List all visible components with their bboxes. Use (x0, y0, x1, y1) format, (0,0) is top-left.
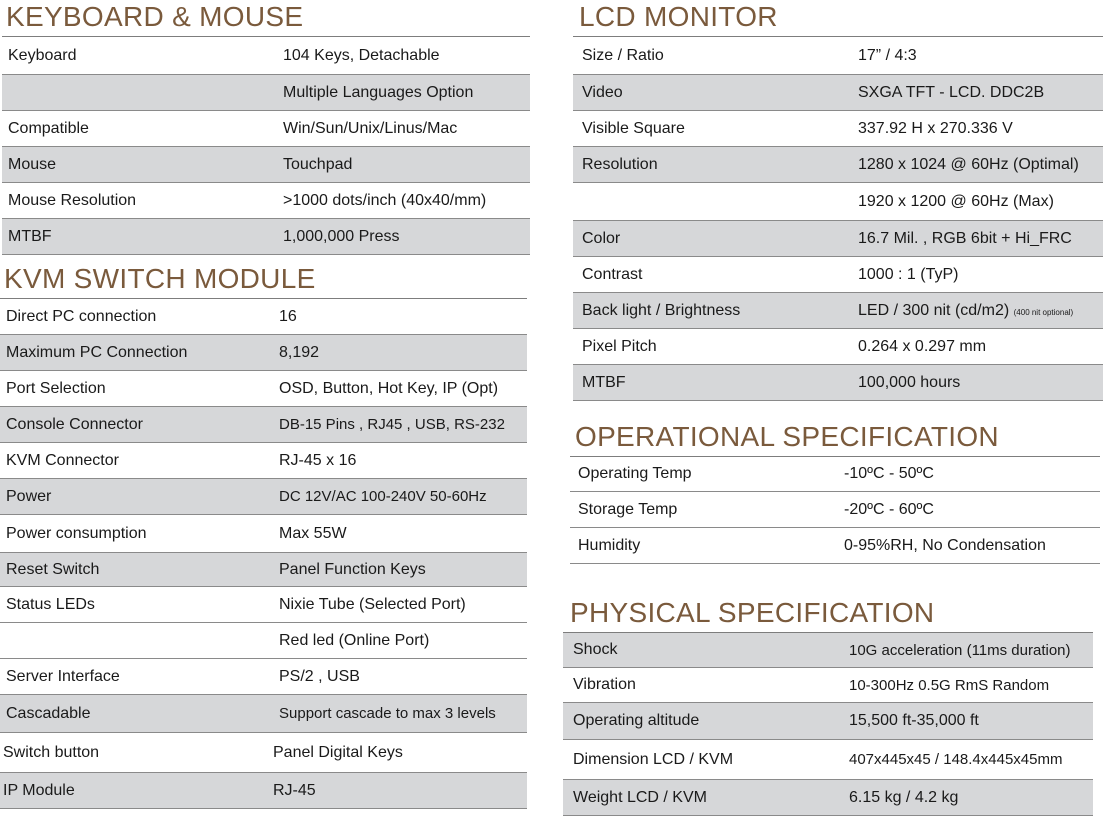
row-label: Operating Temp (578, 465, 692, 482)
row-value: 104 Keys, Detachable (283, 46, 440, 64)
table-row (570, 457, 1100, 492)
row-label: IP Module (3, 781, 75, 799)
row-label: Port Selection (6, 379, 106, 397)
table-row (563, 633, 1093, 668)
table-row (0, 659, 527, 695)
table-row (573, 257, 1103, 293)
table-row (2, 219, 530, 255)
row-value: PS/2 , USB (279, 667, 360, 685)
table-row (563, 668, 1093, 703)
row-value: -20ºC - 60ºC (844, 500, 934, 518)
operational-table (570, 456, 1100, 564)
row-value (858, 302, 1103, 320)
table-row (0, 479, 527, 515)
row-value: Support cascade to max 3 levels (279, 705, 496, 722)
row-label: Vibration (573, 676, 636, 693)
table-row (573, 221, 1103, 257)
row-label: Mouse (8, 155, 57, 173)
lcd-monitor-section (573, 2, 1103, 401)
table-row (573, 293, 1103, 329)
table-row (0, 553, 527, 587)
row-label: Console Connector (6, 415, 143, 433)
row-label: Cascadable (6, 704, 91, 722)
row-value: 1000 : 1 (TyP) (858, 265, 959, 283)
row-label: Size / Ratio (582, 46, 664, 64)
table-row (573, 329, 1103, 365)
row-value: RJ-45 (273, 781, 316, 799)
row-label: Shock (573, 641, 618, 658)
lcd-monitor-title: LCD MONITOR (579, 1, 778, 32)
table-row (573, 147, 1103, 183)
row-label: Video (582, 83, 623, 101)
row-value: 407x445x45 / 148.4x445x45mm (849, 751, 1063, 768)
keyboard-mouse-section (2, 2, 530, 255)
brightness-note: (400 nit optional) (1013, 307, 1074, 317)
row-value: Touchpad (283, 155, 353, 173)
row-value: Multiple Languages Option (283, 83, 474, 101)
row-label: Keyboard (8, 46, 77, 64)
physical-title: PHYSICAL SPECIFICATION (570, 597, 935, 628)
row-value: 0.264 x 0.297 mm (858, 337, 987, 355)
table-row (2, 111, 530, 147)
row-value: SXGA TFT - LCD. DDC2B (858, 83, 1045, 101)
row-value: Red led (Online Port) (279, 631, 430, 649)
table-row (570, 528, 1100, 564)
row-value: DB-15 Pins , RJ45 , USB, RS-232 (279, 416, 505, 433)
row-value: 8,192 (279, 343, 320, 361)
row-value: DC 12V/AC 100-240V 50-60Hz (279, 488, 487, 505)
row-value: 15,500 ft-35,000 ft (849, 712, 979, 729)
row-value: 17” / 4:3 (858, 46, 917, 64)
row-value: 16.7 Mil. , RGB 6bit + Hi_FRC (858, 229, 1072, 247)
row-label: Visible Square (582, 119, 685, 137)
row-label: Direct PC connection (6, 307, 157, 325)
row-label: MTBF (8, 227, 52, 245)
table-row (0, 335, 527, 371)
table-row (563, 780, 1093, 816)
table-row (573, 37, 1103, 75)
row-label: Contrast (582, 265, 643, 283)
row-label: MTBF (582, 373, 626, 391)
row-label: Operating altitude (573, 712, 700, 729)
table-row (0, 371, 527, 407)
lcd-monitor-table (573, 36, 1103, 401)
keyboard-mouse-title: KEYBOARD & MOUSE (6, 1, 304, 32)
table-row (0, 515, 527, 553)
row-label: Weight LCD / KVM (573, 788, 707, 806)
table-row (563, 703, 1093, 740)
row-label: Status LEDs (6, 595, 95, 613)
row-label: Dimension LCD / KVM (573, 750, 734, 768)
row-label: Reset Switch (6, 560, 100, 578)
row-label: Back light / Brightness (582, 301, 741, 319)
table-row (0, 407, 527, 443)
row-value: 0-95%RH, No Condensation (844, 536, 1046, 554)
brightness-value: LED / 300 nit (cd/m2) (858, 301, 1010, 319)
table-row (573, 365, 1103, 401)
table-row (0, 695, 527, 733)
row-value: 1,000,000 Press (283, 227, 400, 245)
row-label: Power consumption (6, 524, 147, 542)
table-row (0, 299, 527, 335)
row-label: Color (582, 229, 621, 247)
table-row (0, 443, 527, 479)
row-value: 10-300Hz 0.5G RmS Random (849, 676, 1050, 694)
row-label: Mouse Resolution (8, 191, 137, 209)
row-label: Compatible (8, 119, 89, 137)
row-value: 10G acceleration (11ms duration) (849, 641, 1071, 659)
row-label: Server Interface (6, 667, 120, 685)
physical-section (563, 598, 1093, 816)
row-value: RJ-45 x 16 (279, 451, 357, 469)
table-row (2, 37, 530, 75)
row-value: Nixie Tube (Selected Port) (279, 595, 466, 613)
table-row (573, 183, 1103, 221)
row-label: Maximum PC Connection (6, 343, 188, 361)
table-row (573, 111, 1103, 147)
row-value: Panel Digital Keys (273, 743, 403, 761)
table-row (563, 740, 1093, 780)
table-row (2, 183, 530, 219)
table-row (0, 733, 527, 773)
kvm-switch-section (0, 264, 527, 809)
keyboard-mouse-table (2, 36, 530, 255)
kvm-switch-title: KVM SWITCH MODULE (4, 263, 316, 294)
row-value: 100,000 hours (858, 373, 961, 391)
table-row (570, 492, 1100, 528)
operational-section (570, 422, 1100, 564)
row-label: Pixel Pitch (582, 337, 657, 355)
row-value: -10ºC - 50ºC (844, 465, 934, 482)
operational-title: OPERATIONAL SPECIFICATION (575, 421, 999, 452)
table-row (573, 75, 1103, 111)
row-value: 337.92 H x 270.336 V (858, 119, 1013, 137)
row-value: Panel Function Keys (279, 560, 426, 578)
physical-table (563, 632, 1093, 816)
row-value: 1920 x 1200 @ 60Hz (Max) (858, 192, 1054, 210)
kvm-switch-table (0, 298, 527, 809)
row-value: 16 (279, 307, 297, 325)
row-label: Resolution (582, 155, 658, 173)
table-row (2, 147, 530, 183)
table-row (0, 587, 527, 623)
row-value: Max 55W (279, 524, 347, 542)
table-row (2, 75, 530, 111)
row-label: Power (6, 487, 52, 505)
row-value: 1280 x 1024 @ 60Hz (Optimal) (858, 155, 1079, 173)
table-row (0, 623, 527, 659)
row-value: 6.15 kg / 4.2 kg (849, 788, 959, 806)
row-label: KVM Connector (6, 451, 119, 469)
row-value: OSD, Button, Hot Key, IP (Opt) (279, 379, 499, 397)
row-label: Switch button (3, 743, 100, 761)
row-value: >1000 dots/inch (40x40/mm) (283, 191, 487, 209)
table-row (0, 773, 527, 809)
row-value: Win/Sun/Unix/Linus/Mac (283, 119, 458, 137)
row-label: Humidity (578, 536, 641, 554)
row-label: Storage Temp (578, 500, 678, 518)
